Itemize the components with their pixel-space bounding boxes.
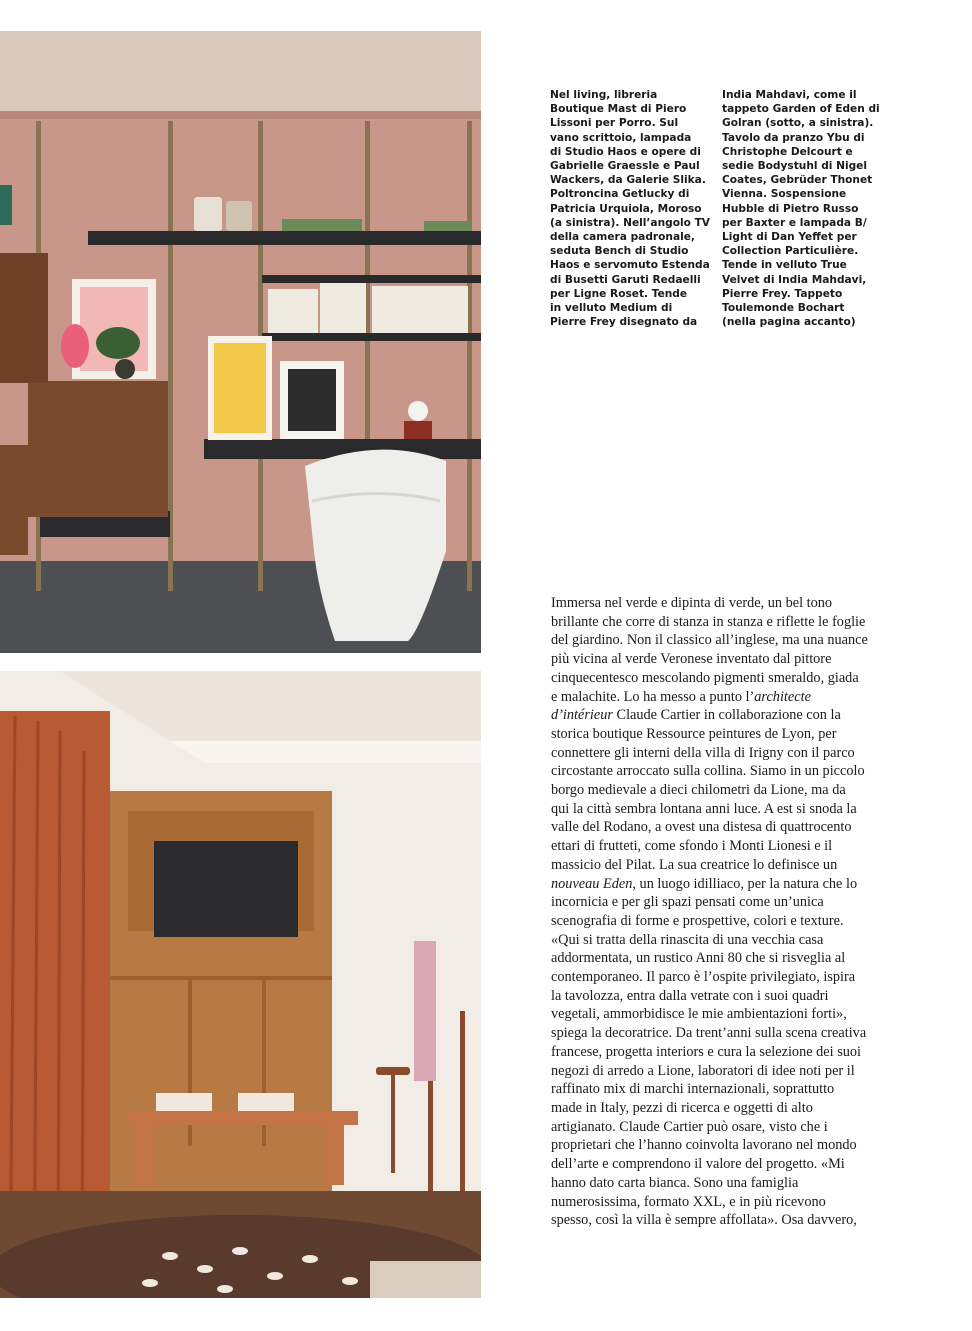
- article-text-part-2: Claude Cartier in collaborazione con la storica boutique Ressource peintures de Lyon, per connettere gli interni della villa di Irigny con il parco circostante arroccato sulla collina. Siamo in un piccolo borgo medievale a dieci chilometri da Lione, ma da qui la città sembra lontana anni luce. A est si snoda la valle del Rodano, a ovest una distesa di quattrocento ettari di frutteti, come sfondo i Monti Lionesi e il massicio del Pilat. La sua creatrice lo definisce un: [551, 707, 865, 873]
- article-italic-nouveau-eden: nouveau Eden: [551, 875, 633, 892]
- photo-caption-left: Nel living, libreria Boutique Mast di Piero Lissoni per Porro. Sul vano scrittoio, lampada di Studio Haos e opere di Gabrielle Graessle e Paul Wackers, da Galerie Slika. Poltroncina Getlucky di Patricia Urquiola, Moroso (a sinistra). Nell’angolo TV della camera padronale, seduta Bench di Studio Haos e servomuto Estenda di Busetti Garuti Redaelli per Ligne Roset. Tende in velluto Medium di Pierre Frey disegnato da: [550, 89, 710, 329]
- photo-bedroom-tv-corner: [0, 671, 481, 1298]
- article-text-part-1: Immersa nel verde e dipinta di verde, un bel tono brillante che corre di stanza in stanza e riflette le foglie del giardino. Non il classico all’inglese, ma una nuance più vicina al verde Veronese inventato dal pittore cinquecentesco mescolando pigmenti smeraldo, giada e malachite. Lo ha messo a punto l’: [551, 595, 868, 705]
- article-italic-architecte: architecte d’intérieur: [551, 688, 811, 724]
- photo-caption-right: India Mahdavi, come il tappeto Garden of Eden di Golran (sotto, a sinistra). Tavolo da pranzo Ybu di Christophe Delcourt e sedie Bodystuhl di Nigel Coates, Gebrüder Thonet Vienna. Sospensione Hubble di Pietro Russo per Baxter e lampada B/ Light di Dan Yeffet per Collection Particulière. Tende in velluto True Velvet di India Mahdavi, Pierre Frey. Tappeto Toulemonde Bochart (nella pagina accanto): [722, 89, 880, 329]
- article-text-part-3: , un luogo idilliaco, per la natura che lo incornicia e per gli spazi pensati come un’unica scenografia di forme e prospettive, colori e texture. «Qui si tratta della rinascita di una vecchia casa addormentata, un rustico Anni 80 che si risveglia al contemporaneo. Il parco è l’ospite privilegiato, ispira la tavolozza, entra dalla vetrate con i suoi quadri vegetali, ammorbidisce le mie ambientazioni forti», spiega la decoratrice. Da trent’anni sulla scena creativa francese, progetta interiors e cura la selezione dei suoi negozi di arredo a Lione, laboratori di idee noti per il raffinato mix di marchi internazionali, soprattutto made in Italy, pezzi di ricerca e oggetti di alto artigianato. Claude Cartier può osare, visto che i proprietari che l’hanno coinvolta lavorano nel mondo dell’arte e comprendono il valore del progetto. «Mi hanno dato carta bianca. Sono una famiglia numerosissima, formato XXL, e in più ricevono spesso, così la villa è sempre affollata». Osa davvero,: [551, 875, 867, 1229]
- article-body-text: [551, 594, 881, 1230]
- photo-living-bookcase: [0, 31, 481, 653]
